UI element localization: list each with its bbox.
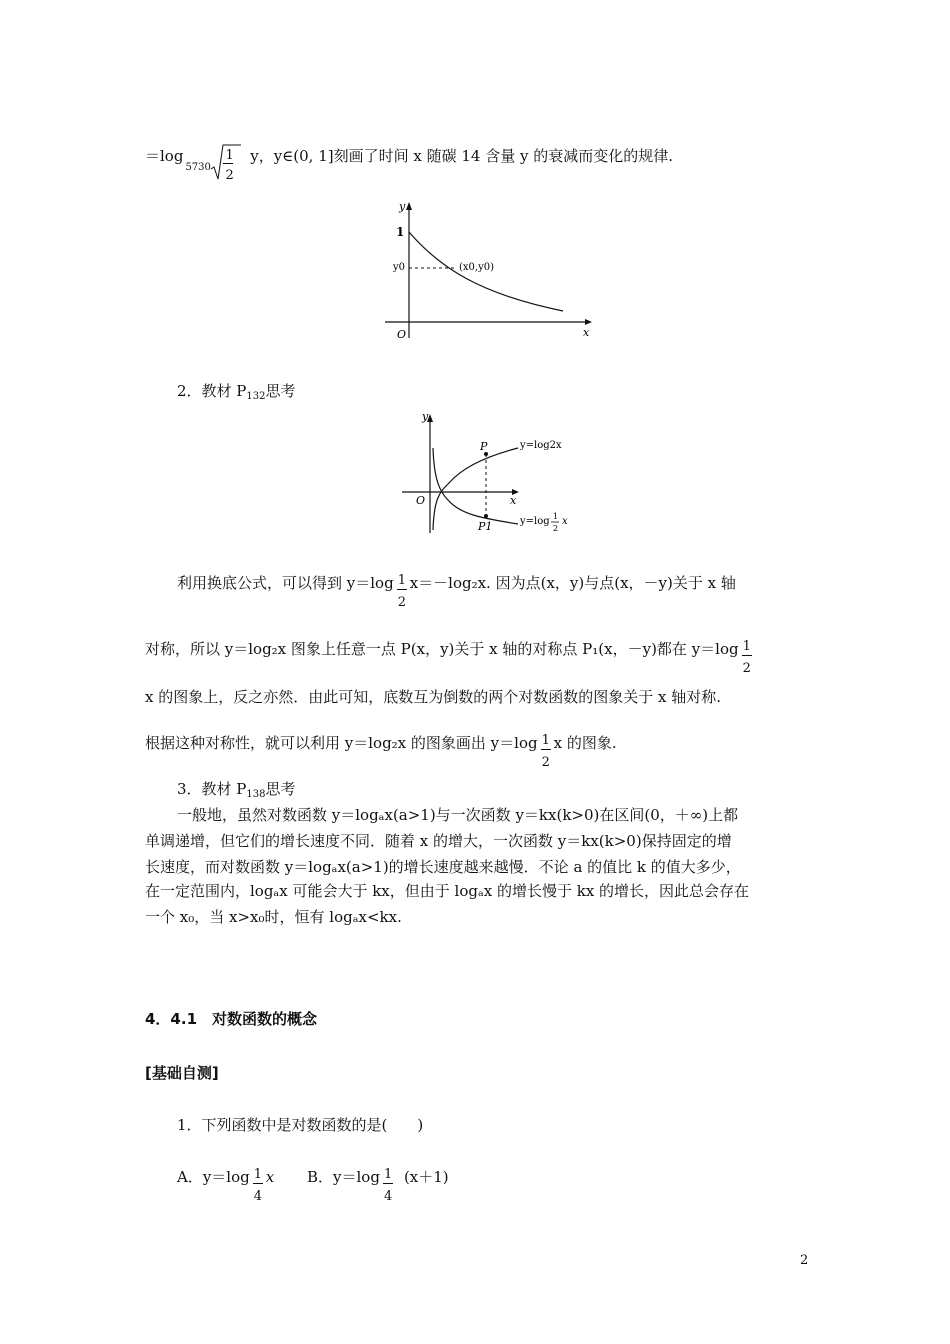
root-fraction-bar [223, 163, 233, 164]
paragraph-line-2 [145, 638, 755, 676]
option-a-den: 4 [253, 1189, 263, 1204]
para4-part-b: x 的图象. [553, 734, 617, 752]
para4-frac-bar [541, 749, 551, 750]
option-b-prefix: B．y＝log [307, 1168, 380, 1186]
option-a-prefix: A．y＝log [177, 1168, 250, 1186]
fig2-y-label: y [422, 410, 429, 423]
fig1-y-label: y [399, 200, 406, 213]
item3-page: 138 [246, 789, 266, 800]
fig1-x-label: x [583, 326, 590, 339]
option-b-bar [383, 1183, 393, 1184]
para1-fraction [396, 572, 408, 610]
fig2-point-p1-label: P1 [478, 520, 493, 533]
para2-part-a: 对称，所以 y＝log₂x 图象上任意一点 P(x，y)关于 x 轴的对称点 P₁(x，－y)都在 y＝log [145, 640, 739, 658]
options-line [177, 1166, 449, 1204]
decay-curve-figure [385, 198, 595, 343]
para5-line-4: 在一定范围内，logₐx 可能会大于 kx，但由于 logₐx 的增长慢于 kx 的增长，因此总会存在 [145, 882, 750, 900]
option-b-suffix: (x＋1) [403, 1168, 449, 1186]
intro-suffix: y，y∈(0, 1]刻画了时间 x 随碳 14 含量 y 的衰减而变化的规律. [250, 147, 673, 165]
para1-frac-bar [397, 589, 407, 590]
fig1-y-one-label: 1 [396, 225, 405, 239]
para4-frac-den: 2 [541, 755, 550, 770]
item2-heading [177, 380, 296, 408]
option-b-fraction [382, 1166, 394, 1204]
option-a-suffix: x [265, 1168, 275, 1186]
section-title: 4．4.1 对数函数的概念 [145, 1010, 318, 1028]
option-b-num: 1 [383, 1167, 393, 1182]
option-b [307, 1167, 449, 1204]
fig2-point-p-label: P [480, 440, 488, 453]
para4-fraction [540, 732, 552, 770]
fig2-origin-label: O [416, 494, 426, 507]
para1-part-a: 利用换底公式，可以得到 y＝log [177, 574, 394, 592]
fig2-curve2-suffix: x [562, 516, 568, 527]
paragraph-line-4 [145, 732, 617, 770]
page-number: 2 [800, 1253, 809, 1268]
option-a-bar [253, 1183, 263, 1184]
fig2-curve2-num: 1 [553, 512, 559, 521]
curve-log2 [433, 448, 518, 530]
fig2-curve2-den: 2 [553, 524, 559, 533]
para1-frac-num: 1 [397, 573, 406, 588]
item2-suffix: 思考 [265, 382, 296, 400]
para5-line-2: 单调递增，但它们的增长速度不同．随着 x 的增大，一次函数 y＝kx(k>0)保持固定的增 [145, 832, 732, 850]
fig1-origin-label: O [397, 328, 407, 341]
log-curves-figure [400, 408, 585, 538]
fig2-curve2-prefix: y=log [520, 516, 550, 527]
item3-suffix: 思考 [265, 780, 296, 798]
option-a-num: 1 [253, 1167, 263, 1182]
para2-frac-num: 1 [742, 639, 751, 654]
paragraph-line-1 [177, 572, 736, 610]
para1-frac-den: 2 [397, 595, 406, 610]
y-axis-arrow-icon [406, 202, 412, 210]
para1-part-b: x＝－log₂x. 因为点(x，y)与点(x，－y)关于 x 轴 [409, 574, 736, 592]
fig2-curve1-label: y=log2x [520, 440, 562, 451]
para2-fraction [741, 638, 753, 676]
option-b-den: 4 [383, 1189, 393, 1204]
fig1-point-label: (x0,y0) [459, 262, 494, 273]
fig1-y0-label: y0 [393, 262, 406, 273]
item3-title: 3．教材 P [177, 780, 247, 798]
option-a [177, 1167, 279, 1204]
item3-heading [177, 778, 296, 806]
fig2-x-label: x [510, 494, 517, 507]
item2-title: 2．教材 P [177, 382, 247, 400]
question-1: 1．下列函数中是对数函数的是( ) [177, 1116, 424, 1134]
option-a-fraction [252, 1166, 264, 1204]
log-base: 5730 [185, 162, 211, 173]
para5-line-1: 一般地，虽然对数函数 y＝logₐx(a>1)与一次函数 y＝kx(k>0)在区间(0，＋∞)上都 [177, 806, 739, 824]
para4-frac-num: 1 [541, 733, 550, 748]
log-prefix: ＝log [145, 147, 184, 165]
para5-line-3: 长速度，而对数函数 y＝logₐx(a>1)的增长速度越来越慢．不论 a 的值比 k 的值大多少， [145, 858, 741, 876]
x-axis-arrow-icon [585, 319, 592, 325]
intro-formula-line [145, 145, 673, 183]
paragraph-line-3: x 的图象上，反之亦然．由此可知，底数互为倒数的两个对数函数的图象关于 x 轴对称. [145, 688, 721, 706]
para4-part-a: 根据这种对称性，就可以利用 y＝log₂x 的图象画出 y＝log [145, 734, 538, 752]
para5-line-5: 一个 x₀，当 x>x₀时，恒有 logₐx<kx. [145, 908, 402, 926]
root-denominator: 2 [225, 168, 234, 183]
subsection-title: [基础自测] [145, 1064, 219, 1082]
root-numerator: 1 [225, 148, 234, 163]
point-p1-marker [484, 514, 488, 518]
para2-frac-bar [742, 655, 752, 656]
para2-frac-den: 2 [742, 661, 751, 676]
root-expression [183, 145, 241, 183]
item2-page: 132 [246, 391, 266, 402]
